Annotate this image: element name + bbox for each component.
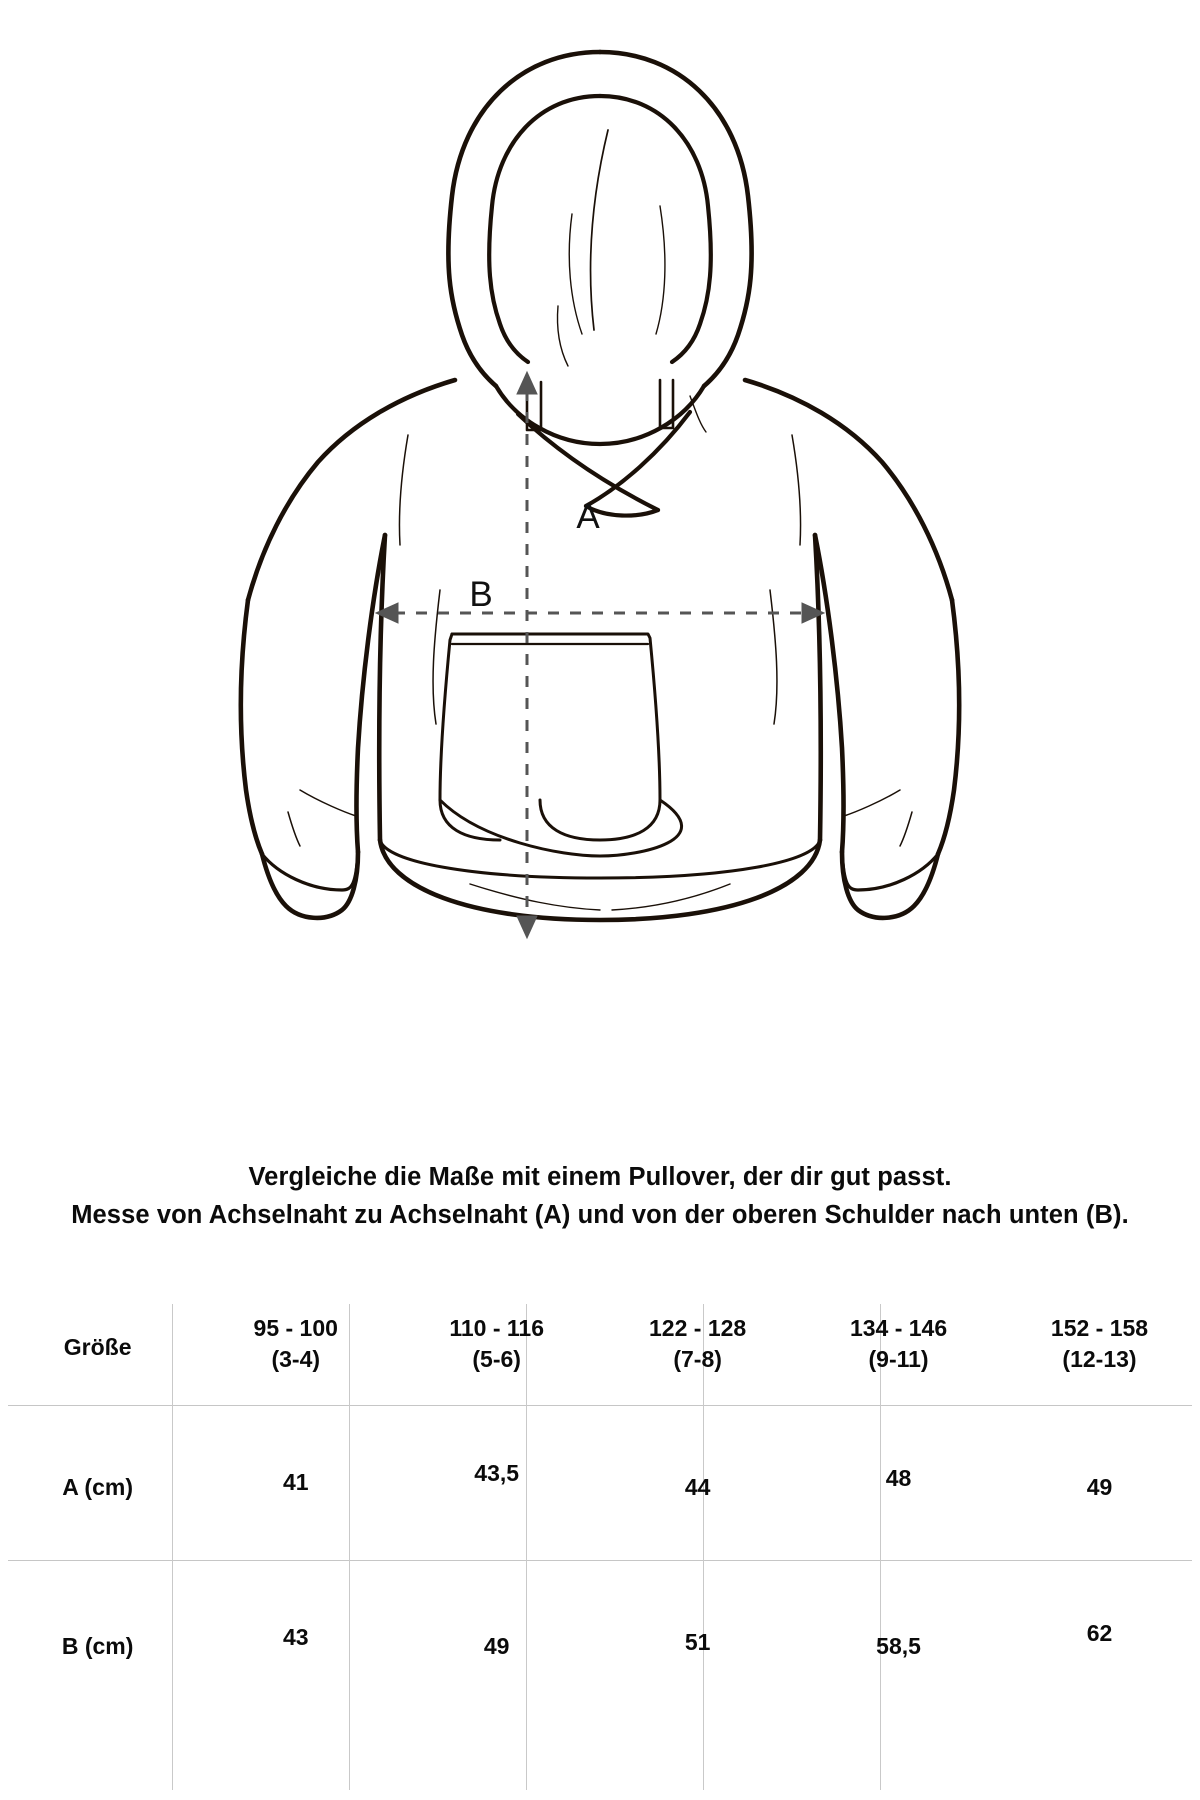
header-cell-size-3 <box>597 1290 798 1405</box>
cell-a-4 <box>798 1405 999 1560</box>
cell-b-1 <box>195 1560 396 1715</box>
hem-bottom <box>380 840 820 920</box>
cell-a-3-value: 44 <box>684 1474 711 1500</box>
hood-fold-left <box>569 214 582 334</box>
wrinkle-right-shoulder <box>792 435 801 545</box>
measure-label-b: B <box>469 575 493 614</box>
table-rule-2 <box>8 1560 1192 1561</box>
wrinkle-right-cuff2 <box>900 812 912 846</box>
hood-inner-left <box>489 96 600 362</box>
row-label-a <box>0 1405 195 1560</box>
wrinkle-right-cuff <box>844 790 900 816</box>
header-cell-size-5 <box>999 1290 1200 1405</box>
header-cell-size-2 <box>396 1290 597 1405</box>
cuff-right-top <box>842 852 938 890</box>
row-label-b <box>0 1560 195 1715</box>
cell-a-5 <box>999 1405 1200 1560</box>
table-vrule-3 <box>526 1304 527 1790</box>
body-side-left <box>379 535 385 840</box>
header-label-text: Größe <box>63 1334 132 1360</box>
sleeve-right-outer <box>938 600 959 854</box>
table-vrule-5 <box>880 1304 881 1790</box>
cell-b-3 <box>597 1560 798 1715</box>
hood-inner-right <box>600 96 711 362</box>
header-age-range-1: (3-4) <box>271 1345 321 1372</box>
cell-a-1 <box>195 1405 396 1560</box>
hood-outer-right <box>600 52 752 386</box>
header-age-range-5: (12-13) <box>1062 1345 1137 1372</box>
size-table <box>0 1290 1200 1790</box>
header-age-range-2: (5-6) <box>472 1345 521 1372</box>
wrinkle-left-body <box>433 590 440 724</box>
table-row <box>0 1405 1200 1560</box>
table-vrule-2 <box>349 1304 350 1790</box>
header-age-range-4: (9-11) <box>868 1345 929 1372</box>
measurements-table <box>0 1290 1200 1715</box>
cell-b-1-value: 43 <box>282 1624 309 1650</box>
cell-b-2-value: 49 <box>483 1633 510 1659</box>
hood-outer-left <box>448 52 600 386</box>
instructions-block <box>0 1158 1200 1234</box>
body-side-right <box>815 535 821 840</box>
measure-arrow-b-bottom <box>517 916 537 938</box>
header-size-range-3: 122 - 128 <box>649 1314 747 1341</box>
cell-b-2 <box>396 1560 597 1715</box>
hem-top <box>380 840 820 878</box>
table-vrule-4 <box>703 1304 704 1790</box>
header-cell-label <box>0 1290 195 1405</box>
cuff-left-top <box>262 852 358 890</box>
instruction-line-1: Vergleiche die Maße mit einem Pullover, der dir gut passt. <box>248 1163 952 1191</box>
cell-a-5-value: 49 <box>1086 1474 1113 1500</box>
wrinkle-left-cuff <box>300 790 356 816</box>
measure-label-a: A <box>576 497 600 536</box>
cell-b-4 <box>798 1560 999 1715</box>
cell-a-2-value: 43,5 <box>474 1460 520 1486</box>
cell-b-3-value: 51 <box>684 1629 711 1655</box>
header-size-range-2: 110 - 116 <box>449 1314 544 1341</box>
cell-a-4-value: 48 <box>885 1465 912 1491</box>
measure-arrow-b-top <box>517 372 537 394</box>
wrinkle-hem-left <box>470 884 600 910</box>
instruction-line-2: Messe von Achselnaht zu Achselnaht (A) und von der oberen Schulder nach unten (B). <box>71 1201 1129 1229</box>
pocket-right-half <box>452 634 660 840</box>
cell-b-5-value: 62 <box>1086 1620 1113 1646</box>
row-label-b-text: B (cm) <box>61 1633 134 1659</box>
wrinkle-hem-right <box>612 884 730 910</box>
table-rule-1 <box>8 1405 1192 1406</box>
table-vrule-1 <box>172 1304 173 1790</box>
header-size-range-5: 152 - 158 <box>1050 1314 1149 1341</box>
table-header-row <box>0 1290 1200 1405</box>
sleeve-left-outer <box>241 600 262 854</box>
hood-fold-center <box>590 130 608 330</box>
cell-a-2 <box>396 1405 597 1560</box>
header-size-range-1: 95 - 100 <box>253 1314 338 1341</box>
header-age-range-3: (7-8) <box>673 1345 722 1372</box>
cell-a-3 <box>597 1405 798 1560</box>
wrinkle-right-body <box>770 590 777 724</box>
shoulder-right <box>745 380 952 600</box>
cell-b-4-value: 58,5 <box>876 1633 921 1659</box>
shoulder-left <box>248 380 455 600</box>
wrinkle-left-cuff2 <box>288 812 300 846</box>
header-size-range-4: 134 - 146 <box>849 1314 948 1341</box>
hood-fold-right <box>656 206 665 334</box>
header-cell-size-4 <box>798 1290 999 1405</box>
hood-cross-right <box>586 412 690 506</box>
header-cell-size-1 <box>195 1290 396 1405</box>
cell-a-1-value: 41 <box>282 1469 309 1495</box>
hood-fold-left2 <box>557 306 568 366</box>
row-label-a-text: A (cm) <box>62 1474 133 1500</box>
cell-b-5 <box>999 1560 1200 1715</box>
wrinkle-left-shoulder <box>399 435 408 545</box>
table-row <box>0 1560 1200 1715</box>
